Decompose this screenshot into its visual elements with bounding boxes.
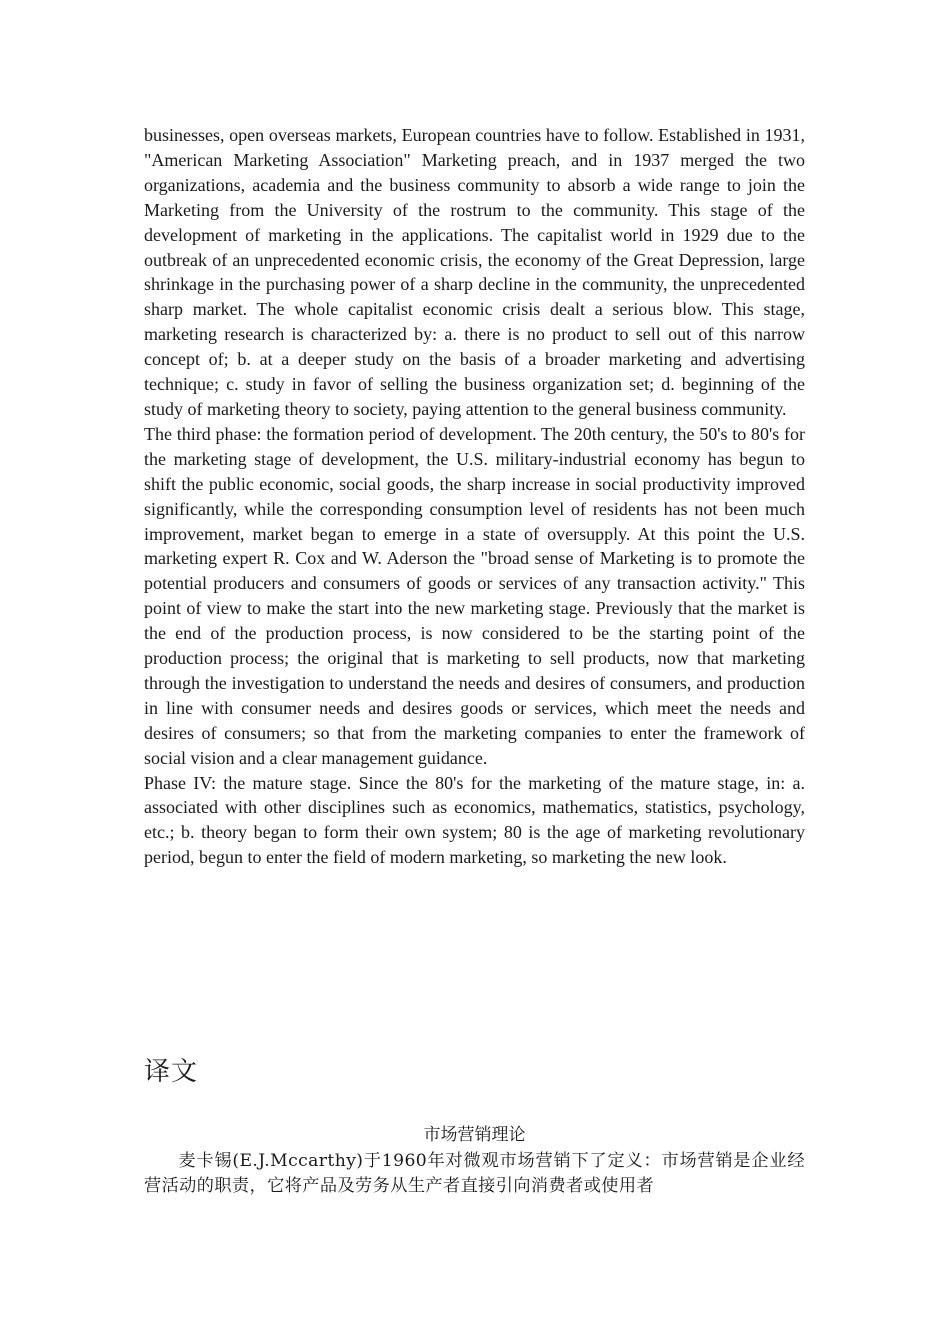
translation-title: 市场营销理论 [423,1125,526,1145]
translation-paragraph: 麦卡锡(E.J.Mccarthy)于1960年对微观市场营销下了定义：市场营销是企业经营活动的职责，它将产品及劳务从生产者直接引向消费者或使用者 [144,1151,805,1196]
paragraph-3: Phase IV: the mature stage. Since the 80's for the marketing of the mature stage, in: a. associated with other disciplines such as economics, mathematics, statistics, psychology, etc.; b. theory began to form their own system; 80 is the age of marketing revolutionary period, begun to enter the field of modern marketing, so marketing the new look. [144,772,805,868]
english-body [144,123,805,870]
paragraph-1: businesses, open overseas markets, European countries have to follow. Established in 1931, "American Marketing Association" Marketing preach, and in 1937 merged the two organizations, academia and the business community to absorb a wide range to join the Marketing from the University of the rostrum to the community. This stage of the development of marketing in the applications. The capitalist world in 1929 due to the outbreak of an unprecedented economic crisis, the economy of the Great Depression, large shrinkage in the purchasing power of a sharp decline in the community, the unprecedented sharp market. The whole capitalist economic crisis dealt a serious blow. This stage, marketing research is characterized by: a. there is no product to sell out of this narrow concept of; b. at a deeper study on the basis of a broader marketing and advertising technique; c. study in favor of selling the business organization set; d. beginning of the study of marketing theory to society, paying attention to the general business community. [144,125,805,419]
paragraph-2: The third phase: the formation period of development. The 20th century, the 50's to 80's for the marketing stage of development, the U.S. military-industrial economy has begun to shift the public economic, social goods, the sharp increase in social productivity improved significantly, while the corresponding consumption level of residents has not been much improvement, market began to emerge in a state of oversupply. At this point the U.S. marketing expert R. Cox and W. Aderson the "broad sense of Marketing is to promote the potential producers and consumers of goods or services of any transaction activity." This point of view to make the start into the new marketing stage. Previously that the market is the end of the production process, is now considered to be the starting point of the production process; the original that is marketing to sell products, now that marketing through the investigation to understand the needs and desires of consumers, and production in line with consumer needs and desires goods or services, which meet the needs and desires of consumers; so that from the marketing companies to enter the framework of social vision and a clear management guidance. [144,423,805,768]
section-heading-translation: 译文 [144,1057,199,1087]
document-page [144,123,805,1196]
